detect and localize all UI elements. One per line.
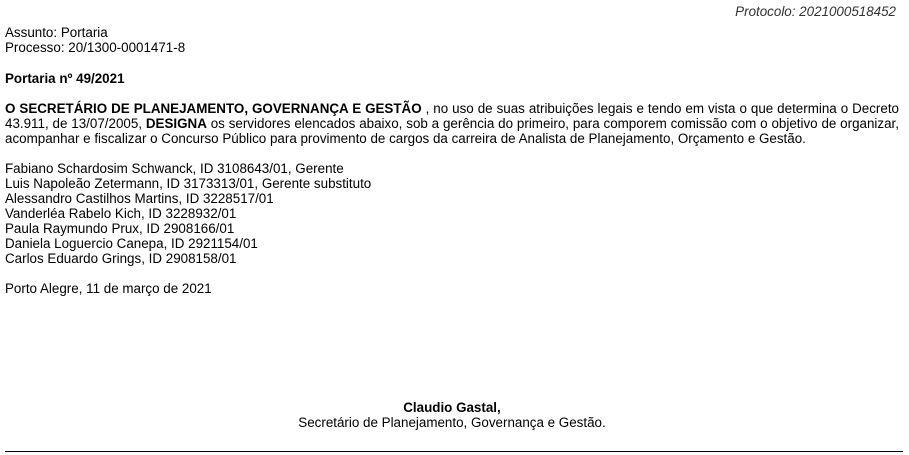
process-line: Processo: 20/1300-0001471-8: [5, 40, 186, 55]
protocol-number: Protocolo: 2021000518452: [735, 4, 896, 19]
member-item: Luis Napoleão Zetermann, ID 3173313/01, Gerente substituto: [5, 176, 372, 191]
member-item: Daniela Loguercio Canepa, ID 2921154/01: [5, 236, 258, 251]
member-item: Paula Raymundo Prux, ID 2908166/01: [5, 221, 235, 236]
members-list: [5, 161, 899, 266]
member-item: Vanderléa Rabelo Kich, ID 3228932/01: [5, 206, 237, 221]
portaria-title: Portaria nº 49/2021: [5, 71, 125, 86]
member-item: Alessandro Castilhos Martins, ID 3228517/01: [5, 191, 274, 206]
authority-lead: O SECRETÁRIO DE PLANEJAMENTO, GOVERNANÇA E GESTÃO: [5, 101, 422, 116]
body-paragraph: [5, 101, 899, 146]
paragraph-text-1: , no uso de suas atribuições legais e tendo em vista o que determina o Decreto 43.911, de 13/07/2005,: [5, 101, 899, 131]
paragraph-text-2: os servidores elencados abaixo, sob a gerência do primeiro, para comporem comissão com o objetivo de organizar, acompanhar e fiscalizar o Concurso Público para provimento de cargos da carreira de Analista de Planejamento, Orçamento e Gestão.: [5, 116, 899, 146]
subject-line: Assunto: Portaria: [5, 25, 108, 40]
signature-block: [0, 400, 904, 430]
document-body: [5, 25, 899, 296]
signer-name: Claudio Gastal,: [403, 400, 501, 415]
signer-role: Secretário de Planejamento, Governança e Gestão.: [298, 415, 606, 430]
designation-keyword: DESIGNA: [145, 116, 207, 131]
member-item: Carlos Eduardo Grings, ID 2908158/01: [5, 251, 237, 266]
member-item: Fabiano Schardosim Schwanck, ID 3108643/01, Gerente: [5, 161, 344, 176]
place-date: Porto Alegre, 11 de março de 2021: [5, 281, 212, 296]
bottom-divider: [5, 451, 903, 452]
